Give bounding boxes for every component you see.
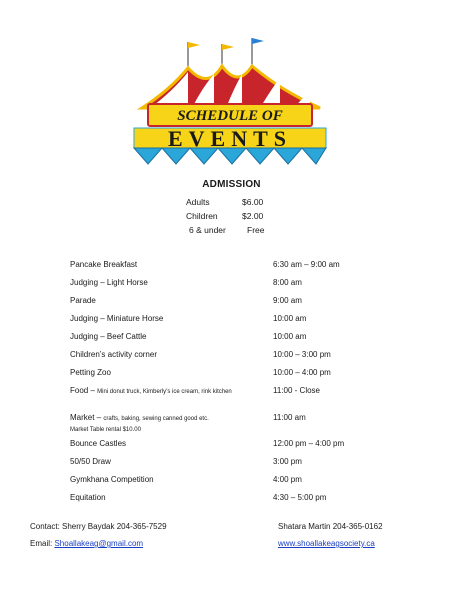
flag-icon <box>252 38 264 66</box>
event-name: Judging – Miniature Horse <box>70 314 164 323</box>
admission-title: ADMISSION <box>202 179 261 190</box>
event-time: 4:30 – 5:00 pm <box>273 493 327 502</box>
event-time: 10:00 – 4:00 pm <box>273 368 331 377</box>
event-name: Gymkhana Competition <box>70 475 154 484</box>
contact-left: Contact: Sherry Baydak 204-365-7529 <box>30 522 167 531</box>
tent-icon <box>142 66 320 108</box>
event-time: 11:00 am <box>273 413 306 422</box>
logo-line-1: SCHEDULE OF <box>177 108 283 124</box>
schedule-of-events-logo <box>130 30 330 170</box>
event-name: Equitation <box>70 493 106 502</box>
email-link[interactable]: Shoallakeag@gmail.com <box>54 539 144 548</box>
event-name: Petting Zoo <box>70 368 111 377</box>
event-name-block <box>70 413 260 435</box>
event-time: 10:00 am <box>273 332 307 341</box>
flag-icon <box>222 44 234 64</box>
event-time: 11:00 - Close <box>273 386 320 395</box>
event-detail: Mini donut truck, Kimberly’s ice cream, rink kitchen <box>97 389 232 395</box>
price-row <box>186 197 282 207</box>
event-name: Market – <box>70 413 102 422</box>
price-row <box>186 225 287 235</box>
logo-line-2: EVENTS <box>167 126 293 151</box>
event-name: Food – <box>70 386 95 395</box>
website-link[interactable]: www.shoallakeagsociety.ca <box>278 539 375 548</box>
event-time: 3:00 pm <box>273 457 302 466</box>
email-prefix: Email: <box>30 539 55 548</box>
contact-right: Shatara Martin 204-365-0162 <box>278 522 383 531</box>
event-time: 4:00 pm <box>273 475 302 484</box>
event-name: 50/50 Draw <box>70 457 111 466</box>
event-time: 6:30 am – 9:00 am <box>273 260 340 269</box>
price-row <box>186 211 282 221</box>
event-time: 10:00 am <box>273 314 307 323</box>
event-name: Parade <box>70 296 96 305</box>
price-label: 6 & under <box>189 225 226 235</box>
price-value: Free <box>247 225 265 235</box>
event-time: 12:00 pm – 4:00 pm <box>273 439 345 448</box>
event-time: 10:00 – 3:00 pm <box>273 350 331 359</box>
event-time: 9:00 am <box>273 296 302 305</box>
event-name: Bounce Castles <box>70 439 127 448</box>
event-name: Judging – Light Horse <box>70 278 148 287</box>
event-time: 8:00 am <box>273 278 302 287</box>
price-label: Adults <box>186 197 210 207</box>
website-line <box>278 539 375 548</box>
event-detail: crafts, baking, sewing canned good etc. <box>103 416 209 422</box>
price-value: $6.00 <box>242 197 264 207</box>
email-line <box>30 539 143 548</box>
event-name-block <box>70 386 260 397</box>
event-name: Judging – Beef Cattle <box>70 332 147 341</box>
flag-icon <box>188 42 200 68</box>
event-name: Pancake Breakfast <box>70 260 138 269</box>
price-label: Children <box>186 211 218 221</box>
event-detail: Market Table rental $10.00 <box>70 427 141 433</box>
event-name: Children’s activity corner <box>70 350 157 359</box>
price-value: $2.00 <box>242 211 264 221</box>
